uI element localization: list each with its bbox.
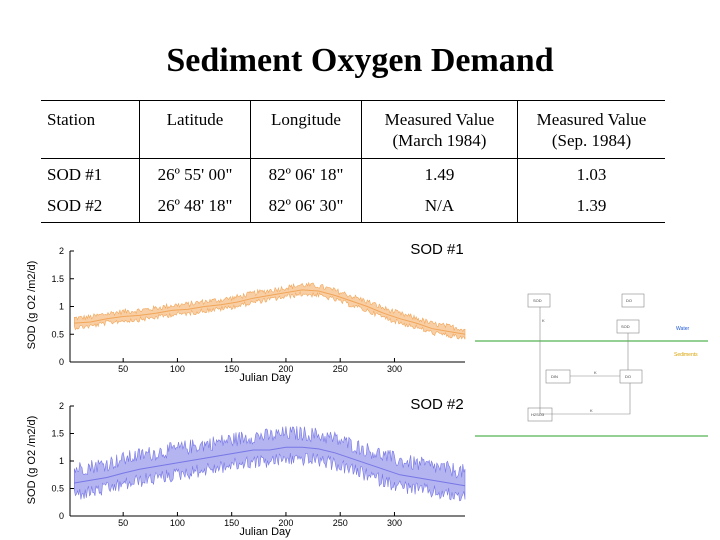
diagram-arrow-label: K	[542, 318, 545, 323]
table-cell: 1.03	[576, 164, 607, 184]
y-tick-label: 2	[58, 246, 64, 256]
table-cell: N/A	[362, 191, 518, 223]
x-axis-label: Julian Day	[239, 526, 291, 538]
x-tick-label: 100	[169, 518, 185, 528]
y-tick-label: 0.5	[51, 329, 64, 340]
x-tick-label: 150	[224, 364, 240, 374]
sediments-label: Sediments	[674, 352, 698, 358]
chart-sod1	[26, 241, 465, 384]
diagram-box-label: DIN	[551, 374, 558, 379]
diagram-arrow-label: K	[590, 408, 593, 413]
header-measured-march: Measured Value (March 1984)	[362, 101, 518, 159]
header-measured-sep: Measured Value (Sep. 1984)	[518, 101, 666, 159]
header-station: Station	[41, 101, 140, 159]
diagram-arrow	[540, 307, 552, 414]
chart-title: SOD #1	[410, 241, 464, 258]
x-tick-label: 200	[278, 364, 294, 374]
series-group	[74, 283, 465, 340]
x-tick-label: 50	[118, 518, 129, 528]
diagram-box-label: H2SO3	[531, 412, 545, 417]
y-tick-label: 1	[58, 301, 64, 312]
diagram-box-label: SOD	[533, 298, 542, 303]
table-cell: SOD #2	[41, 191, 140, 223]
water-label: Water	[676, 326, 690, 332]
chart-sod2	[26, 396, 465, 538]
y-tick-label: 0.5	[51, 483, 64, 494]
series-group	[74, 426, 465, 501]
chart-title: SOD #2	[410, 396, 464, 413]
table-cell: 82º 06' 30"	[251, 191, 362, 223]
series-band	[74, 283, 465, 340]
x-tick-label: 50	[118, 364, 129, 374]
header-latitude: Latitude	[140, 101, 251, 159]
y-tick-label: 1	[58, 456, 64, 466]
header-longitude: Longitude	[251, 101, 362, 159]
x-tick-label: 200	[278, 518, 294, 528]
y-tick-label: 2	[58, 401, 64, 411]
diagram-box-label: DO	[625, 374, 631, 379]
y-tick-label: 0	[58, 511, 64, 521]
diagram-box	[620, 370, 642, 383]
table-cell: SOD #1	[41, 159, 140, 191]
table-cell: 26º 55' 00"	[140, 159, 251, 191]
diagram-box	[546, 370, 570, 383]
table-cell: 1.39	[518, 191, 666, 223]
y-tick-label: 1.5	[51, 273, 64, 284]
x-tick-label: 300	[386, 364, 402, 374]
y-axis-label: SOD (g O2 /m2/d)	[26, 415, 38, 505]
diagram-box-label: SOD	[621, 324, 630, 329]
y-tick-label: 1.5	[51, 428, 64, 439]
table-cell: 82º 06' 18"	[251, 159, 362, 191]
x-tick-label: 250	[332, 364, 348, 374]
x-tick-label: 100	[169, 364, 185, 374]
sediment-diagram	[475, 294, 708, 436]
y-axis-label: SOD (g O2 /m2/d)	[26, 260, 38, 350]
axes	[51, 246, 465, 374]
table-cell: 1.49	[362, 159, 518, 191]
diagram-arrow-label: K	[594, 370, 597, 375]
page-title: Sediment Oxygen Demand	[166, 42, 554, 79]
x-tick-label: 300	[386, 518, 402, 528]
series-band	[74, 426, 465, 501]
diagram-box-label: DO	[626, 298, 632, 303]
y-tick-label: 0	[58, 357, 64, 367]
x-tick-label: 150	[224, 518, 240, 528]
x-axis-label: Julian Day	[239, 372, 291, 384]
table-cell: 26º 48' 18"	[140, 191, 251, 223]
x-tick-label: 250	[332, 518, 348, 528]
